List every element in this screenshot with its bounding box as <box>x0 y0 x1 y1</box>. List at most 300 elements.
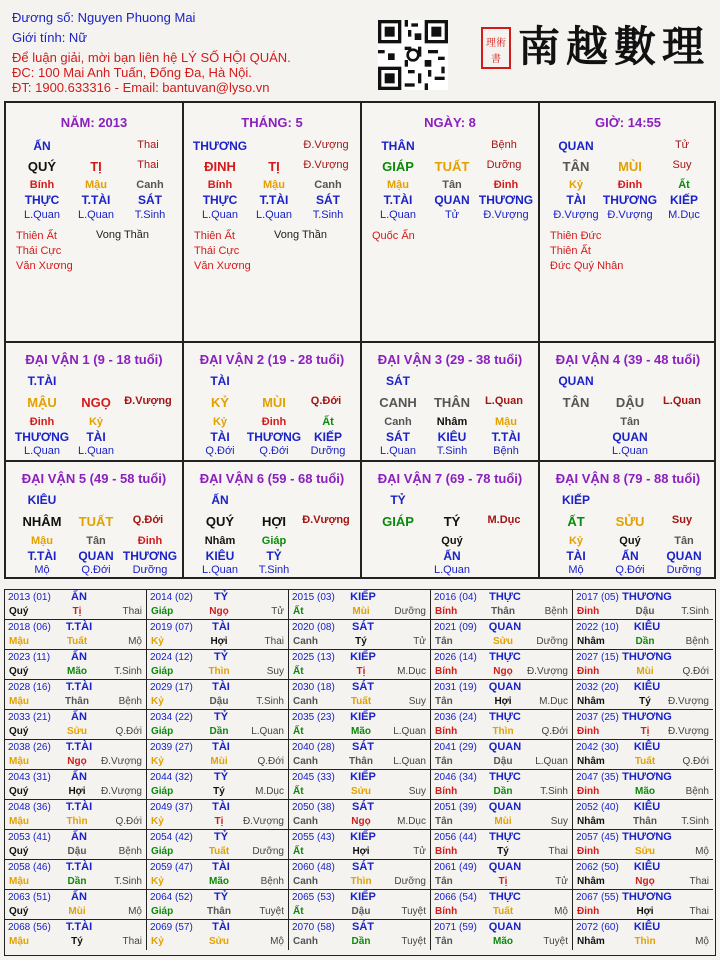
year-cell[interactable] <box>5 710 147 740</box>
year-cell[interactable] <box>5 650 147 680</box>
year-branch: Mão <box>67 666 87 677</box>
year-branch: Thìn <box>634 936 656 947</box>
year-branch: Sửu <box>634 846 656 857</box>
year-phase: M.Dục <box>255 786 284 797</box>
year-label: 2065 (53) <box>292 892 335 903</box>
year-stem: Kỷ <box>151 696 164 707</box>
year-phase: Q.Đới <box>115 816 142 827</box>
year-label: 2051 (39) <box>434 802 477 813</box>
hidden-stem: Ất <box>678 179 690 191</box>
year-stem: Tân <box>435 936 453 947</box>
year-cell[interactable] <box>431 650 573 680</box>
daivan-stem: CANH <box>379 395 417 410</box>
year-cell[interactable] <box>431 740 573 770</box>
year-cell[interactable] <box>5 830 147 860</box>
daivan-stem: NHÂM <box>22 514 62 529</box>
year-stem: Ất <box>293 666 304 677</box>
year-cell[interactable] <box>289 890 431 920</box>
year-branch: Hợi <box>352 846 370 857</box>
daivan-hidden-phase: Bệnh <box>493 445 519 457</box>
daivan-hidden-star: TÀI <box>210 430 230 444</box>
daivan-branch: THÂN <box>433 395 471 410</box>
auspicious-star: Thiên Ất <box>16 230 57 242</box>
daivan-hidden-phase: L.Quan <box>23 445 61 457</box>
year-cell[interactable] <box>147 650 289 680</box>
year-star: THƯƠNG <box>622 711 672 723</box>
year-cell[interactable] <box>431 680 573 710</box>
hidden-star: THỰC <box>202 193 238 207</box>
year-phase: Dưỡng <box>394 606 426 617</box>
hidden-phase: T.Sinh <box>312 209 344 221</box>
year-branch: Mùi <box>494 816 512 827</box>
year-star: KIẾP <box>350 651 376 663</box>
year-stem: Quý <box>9 666 29 677</box>
year-phase: Bệnh <box>685 786 709 797</box>
year-phase: M.Dục <box>397 666 426 677</box>
daivan-hidden-star: TÀI <box>566 549 586 563</box>
year-stem: Ất <box>293 906 304 917</box>
year-cell[interactable] <box>431 890 573 920</box>
year-stem: Quý <box>9 726 29 737</box>
year-phase: Đ.Vượng <box>100 786 142 797</box>
year-phase: Đ.Vượng <box>667 696 709 707</box>
daivan-hidden-stem: Nhâm <box>436 416 468 428</box>
year-label: 2017 (05) <box>576 592 619 603</box>
year-stem: Tân <box>435 756 453 767</box>
year-cell[interactable] <box>573 740 713 770</box>
year-star: THƯƠNG <box>622 591 672 603</box>
daivan-hidden-stem: Tân <box>620 416 640 428</box>
year-stem: Canh <box>293 636 318 647</box>
year-label: 2026 (14) <box>434 652 477 663</box>
year-label: 2061 (49) <box>434 862 477 873</box>
daivan-hidden-star: T.TÀI <box>491 430 521 444</box>
year-star: SÁT <box>352 681 374 693</box>
year-cell[interactable] <box>5 920 147 950</box>
year-star: THƯƠNG <box>622 891 672 903</box>
daivan-hidden-star: TÀI <box>86 430 106 444</box>
year-cell[interactable] <box>573 890 713 920</box>
daivan-cell[interactable] <box>362 343 540 462</box>
year-stem: Tân <box>435 816 453 827</box>
qr-code-icon <box>378 20 448 90</box>
year-branch: Tị <box>640 726 650 737</box>
year-cell[interactable] <box>289 650 431 680</box>
year-cell[interactable] <box>147 860 289 890</box>
inauspicious-star: Vong Thần <box>96 229 150 241</box>
hidden-stem: Canh <box>314 179 342 191</box>
year-star: THỰC <box>489 711 521 723</box>
year-star: QUAN <box>488 741 522 753</box>
year-phase: Mộ <box>128 636 142 647</box>
year-cell[interactable] <box>431 620 573 650</box>
year-stem: Giáp <box>151 666 174 677</box>
year-star: SÁT <box>352 861 374 873</box>
year-cell[interactable] <box>5 890 147 920</box>
year-branch: Tị <box>72 606 82 617</box>
pillar-phase-top: Đ.Vượng <box>303 139 349 151</box>
address-line: ĐC: 100 Mai Anh Tuấn, Đống Đa, Hà Nội. <box>12 65 252 80</box>
year-cell[interactable] <box>147 890 289 920</box>
daivan-cell[interactable] <box>184 462 362 577</box>
year-branch: Thân <box>491 606 515 617</box>
daivan-hidden-stem: Tân <box>674 535 694 547</box>
year-phase: Q.Đới <box>682 756 709 767</box>
year-label: 2069 (57) <box>150 922 193 933</box>
year-label: 2025 (13) <box>292 652 335 663</box>
year-cell[interactable] <box>5 620 147 650</box>
year-cell[interactable] <box>573 770 713 800</box>
hidden-stem: Mậu <box>263 179 285 191</box>
year-stem: Quý <box>9 786 29 797</box>
year-cell[interactable] <box>289 710 431 740</box>
year-cell[interactable] <box>289 770 431 800</box>
daivan-cell[interactable] <box>540 343 716 462</box>
year-stem: Đinh <box>577 726 600 737</box>
owner-name: Đương số: Nguyen Phuong Mai <box>12 10 196 25</box>
year-branch: Dậu <box>493 756 513 767</box>
year-branch: Thân <box>207 906 231 917</box>
year-star: ẤN <box>71 711 87 723</box>
year-label: 2063 (51) <box>8 892 51 903</box>
contact-line: Để luận giải, mời bạn liên hệ LÝ SỐ HỘI QUÁN. <box>12 50 291 65</box>
year-star: T.TÀI <box>65 681 93 693</box>
year-star: TỶ <box>213 591 229 603</box>
year-branch: Tuất <box>208 846 230 857</box>
year-label: 2068 (56) <box>8 922 51 933</box>
daivan-branch: NGỌ <box>81 395 111 410</box>
year-stem: Kỷ <box>151 936 164 947</box>
daivan-hidden-stem: Quý <box>619 535 641 547</box>
year-stem: Kỷ <box>151 816 164 827</box>
pillar-title: GIỜ: 14:55 <box>594 115 661 130</box>
year-branch: Ngọ <box>493 666 513 677</box>
daivan-hidden-stem: Nhâm <box>204 535 236 547</box>
year-label: 2013 (01) <box>8 592 51 603</box>
year-phase: L.Quan <box>535 756 568 767</box>
year-label: 2028 (16) <box>8 682 51 693</box>
daivan-hidden-star: ẤN <box>443 549 461 563</box>
daivan-hidden-stem: Kỷ <box>88 416 104 428</box>
year-stem: Kỷ <box>151 636 164 647</box>
year-star: TỶ <box>213 831 229 843</box>
year-stem: Bính <box>435 726 458 737</box>
year-branch: Dần <box>635 636 655 647</box>
year-label: 2034 (22) <box>150 712 193 723</box>
year-cell[interactable] <box>573 680 713 710</box>
auspicious-star: Thiên Ất <box>550 245 591 257</box>
year-cell[interactable] <box>573 650 713 680</box>
year-phase: Mộ <box>270 936 284 947</box>
year-star: T.TÀI <box>65 801 93 813</box>
year-cell[interactable] <box>431 920 573 950</box>
heavenly-stem: ĐINH <box>204 159 236 174</box>
year-label: 2030 (18) <box>292 682 335 693</box>
hidden-phase: T.Sinh <box>134 209 166 221</box>
auspicious-star: Văn Xương <box>194 260 251 272</box>
daivan-hidden-phase: T.Sinh <box>258 564 290 576</box>
daivan-main-star: KIÊU <box>27 493 57 507</box>
year-cell[interactable] <box>5 590 147 620</box>
year-branch: Dần <box>351 936 371 947</box>
year-star: THỰC <box>489 651 521 663</box>
year-label: 2060 (48) <box>292 862 335 873</box>
year-star: SÁT <box>352 621 374 633</box>
year-branch: Tuất <box>492 906 514 917</box>
year-star: ẤN <box>71 771 87 783</box>
year-label: 2067 (55) <box>576 892 619 903</box>
year-label: 2052 (40) <box>576 802 619 813</box>
year-cell[interactable] <box>573 920 713 950</box>
year-cell[interactable] <box>147 800 289 830</box>
daivan-hidden-stem: Giáp <box>261 535 287 547</box>
hidden-stem: Canh <box>136 179 164 191</box>
year-stem: Giáp <box>151 606 174 617</box>
year-cell[interactable] <box>147 620 289 650</box>
year-cell[interactable] <box>573 620 713 650</box>
year-label: 2029 (17) <box>150 682 193 693</box>
daivan-cell[interactable] <box>362 462 540 577</box>
year-stem: Kỷ <box>151 756 164 767</box>
year-star: TÀI <box>212 621 230 633</box>
year-cell[interactable] <box>147 710 289 740</box>
daivan-title: ĐẠI VẬN 3 (29 - 38 tuổi) <box>377 352 523 367</box>
year-label: 2035 (23) <box>292 712 335 723</box>
daivan-stem: GIÁP <box>382 514 414 529</box>
year-cell[interactable] <box>147 770 289 800</box>
hidden-phase: L.Quan <box>23 209 61 221</box>
year-star: TỶ <box>213 891 229 903</box>
year-cell[interactable] <box>147 680 289 710</box>
year-phase: Bệnh <box>118 846 142 857</box>
year-phase: Bệnh <box>260 876 284 887</box>
hidden-star: T.TÀI <box>383 193 413 207</box>
year-cell[interactable] <box>289 860 431 890</box>
year-star: KIÊU <box>633 921 661 933</box>
hidden-star: T.TÀI <box>259 193 289 207</box>
year-phase: Mộ <box>695 936 709 947</box>
year-branch: Dậu <box>67 846 87 857</box>
year-label: 2048 (36) <box>8 802 51 813</box>
daivan-hidden-star: QUAN <box>78 549 114 563</box>
pillar-cell <box>540 103 716 343</box>
daivan-hidden-phase: Q.Đới <box>81 564 111 576</box>
year-stem: Ất <box>293 726 304 737</box>
daivan-cell[interactable] <box>6 343 184 462</box>
year-stem: Mậu <box>9 756 29 767</box>
year-branch: Dậu <box>209 696 229 707</box>
year-cell[interactable] <box>147 740 289 770</box>
year-label: 2032 (20) <box>576 682 619 693</box>
earthly-branch: TUẤT <box>434 159 470 174</box>
year-stem: Đinh <box>577 846 600 857</box>
pillar-main-star: ẤN <box>33 139 51 153</box>
daivan-hidden-stem: Đinh <box>29 416 55 428</box>
year-cell[interactable] <box>5 800 147 830</box>
year-label: 2046 (34) <box>434 772 477 783</box>
daivan-hidden-star: QUAN <box>666 549 702 563</box>
daivan-phase: Q.Đới <box>310 395 342 407</box>
daivan-cell[interactable] <box>540 462 716 577</box>
year-phase: Thai <box>122 606 142 617</box>
year-label: 2036 (24) <box>434 712 477 723</box>
year-branch: Thìn <box>208 666 230 677</box>
daivan-stem: KỶ <box>210 395 230 410</box>
year-cell[interactable] <box>431 710 573 740</box>
hidden-phase: Đ.Vượng <box>483 209 529 221</box>
year-cell[interactable] <box>431 590 573 620</box>
year-stem: Giáp <box>151 786 174 797</box>
year-branch: Tuất <box>350 696 372 707</box>
daivan-main-star: TỶ <box>390 493 406 507</box>
year-cell[interactable] <box>5 770 147 800</box>
heavenly-stem: TÂN <box>562 159 590 174</box>
year-branch: Tị <box>498 876 508 887</box>
daivan-hidden-phase: Q.Đới <box>615 564 645 576</box>
year-cell[interactable] <box>431 770 573 800</box>
year-phase: Tuyệt <box>401 906 426 917</box>
year-star: KIÊU <box>633 681 661 693</box>
pillar-phase: Đ.Vượng <box>303 159 349 171</box>
year-cell[interactable] <box>289 800 431 830</box>
year-stem: Đinh <box>577 666 600 677</box>
year-cell[interactable] <box>431 830 573 860</box>
hidden-phase: L.Quan <box>255 209 293 221</box>
year-branch: Sửu <box>350 786 372 797</box>
daivan-main-star: ẤN <box>211 493 229 507</box>
hidden-phase: L.Quan <box>77 209 115 221</box>
year-cell[interactable] <box>573 860 713 890</box>
year-stem: Bính <box>435 666 458 677</box>
year-star: THƯƠNG <box>622 771 672 783</box>
pillar-title: NĂM: 2013 <box>60 115 128 130</box>
year-cell[interactable] <box>147 830 289 860</box>
year-cell[interactable] <box>5 740 147 770</box>
hidden-phase: Đ.Vượng <box>553 209 599 221</box>
year-cell[interactable] <box>147 920 289 950</box>
year-cell[interactable] <box>147 590 289 620</box>
year-star: TỶ <box>213 651 229 663</box>
hidden-star: SÁT <box>316 193 340 207</box>
year-star: SÁT <box>352 801 374 813</box>
year-star: THỰC <box>489 831 521 843</box>
year-phase: Q.Đới <box>682 666 709 677</box>
year-phase: Suy <box>408 786 426 797</box>
daivan-hidden-stem: Canh <box>384 416 412 428</box>
year-star: ẤN <box>71 591 87 603</box>
daivan-hidden-star: KIÊU <box>205 549 235 563</box>
daivan-stem: QUÝ <box>205 514 235 529</box>
year-star: TỶ <box>213 771 229 783</box>
year-label: 2058 (46) <box>8 862 51 873</box>
hidden-stem: Mậu <box>387 179 409 191</box>
daivan-hidden-phase: Dưỡng <box>310 445 346 457</box>
year-cell[interactable] <box>289 920 431 950</box>
inauspicious-star: Vong Thần <box>274 229 328 241</box>
year-star: ẤN <box>71 891 87 903</box>
year-cell[interactable] <box>573 800 713 830</box>
year-cell[interactable] <box>5 860 147 890</box>
year-star: QUAN <box>488 681 522 693</box>
daivan-hidden-phase: L.Quan <box>433 564 471 576</box>
year-phase: Mộ <box>554 906 568 917</box>
auspicious-star: Thiên Đức <box>550 230 602 242</box>
year-cell[interactable] <box>289 830 431 860</box>
year-star: KIÊU <box>633 741 661 753</box>
auspicious-star: Thái Cực <box>194 245 240 257</box>
daivan-hidden-phase: L.Quan <box>379 445 417 457</box>
year-branch: Tý <box>497 846 509 857</box>
year-stem: Bính <box>435 786 458 797</box>
year-stem: Giáp <box>151 846 174 857</box>
hidden-star: TÀI <box>566 193 586 207</box>
daivan-hidden-phase: L.Quan <box>611 445 649 457</box>
year-phase: Q.Đới <box>115 726 142 737</box>
daivan-hidden-star: KIẾP <box>313 430 343 444</box>
year-cell[interactable] <box>573 590 713 620</box>
daivan-cell[interactable] <box>6 462 184 577</box>
hidden-stem: Đinh <box>493 179 519 191</box>
year-branch: Thân <box>349 756 373 767</box>
earthly-branch: TỊ <box>90 159 102 174</box>
year-label: 2056 (44) <box>434 832 477 843</box>
year-phase: Thai <box>548 846 568 857</box>
pillar-main-star: QUAN <box>558 139 594 153</box>
year-cell[interactable] <box>5 680 147 710</box>
year-label: 2049 (37) <box>150 802 193 813</box>
year-label: 2038 (26) <box>8 742 51 753</box>
daivan-cell[interactable] <box>184 343 362 462</box>
year-label: 2021 (09) <box>434 622 477 633</box>
year-star: KIÊU <box>633 801 661 813</box>
year-star: QUAN <box>488 861 522 873</box>
year-cell[interactable] <box>289 620 431 650</box>
year-cell[interactable] <box>431 860 573 890</box>
daivan-hidden-stem: Ất <box>322 416 334 428</box>
year-label: 2059 (47) <box>150 862 193 873</box>
year-cell[interactable] <box>289 590 431 620</box>
daivan-branch: SỬU <box>615 514 645 529</box>
year-star: QUAN <box>488 621 522 633</box>
hidden-star: KIẾP <box>669 193 699 207</box>
year-cell[interactable] <box>573 710 713 740</box>
pillar-phase-top: Tử <box>674 139 690 151</box>
year-cell[interactable] <box>289 740 431 770</box>
year-cell[interactable] <box>431 800 573 830</box>
daivan-hidden-phase: Q.Đới <box>205 445 235 457</box>
year-cell[interactable] <box>289 680 431 710</box>
year-stem: Mậu <box>9 816 29 827</box>
brand-logo <box>480 10 710 76</box>
year-stem: Mậu <box>9 876 29 887</box>
year-stem: Nhâm <box>577 756 605 767</box>
year-branch: Tý <box>355 636 367 647</box>
year-phase: Bệnh <box>685 636 709 647</box>
daivan-hidden-phase: L.Quan <box>77 445 115 457</box>
year-label: 2037 (25) <box>576 712 619 723</box>
year-stem: Tân <box>435 696 453 707</box>
hidden-star: THƯƠNG <box>478 193 534 207</box>
year-phase: Tử <box>413 636 426 647</box>
year-cell[interactable] <box>573 830 713 860</box>
pillar-cell <box>184 103 362 343</box>
pillar-title: THÁNG: 5 <box>241 115 303 130</box>
year-label: 2057 (45) <box>576 832 619 843</box>
daivan-title: ĐẠI VẬN 2 (19 - 28 tuổi) <box>199 352 345 367</box>
year-phase: Đ.Vượng <box>100 756 142 767</box>
year-star: SÁT <box>352 921 374 933</box>
year-stem: Quý <box>9 906 29 917</box>
